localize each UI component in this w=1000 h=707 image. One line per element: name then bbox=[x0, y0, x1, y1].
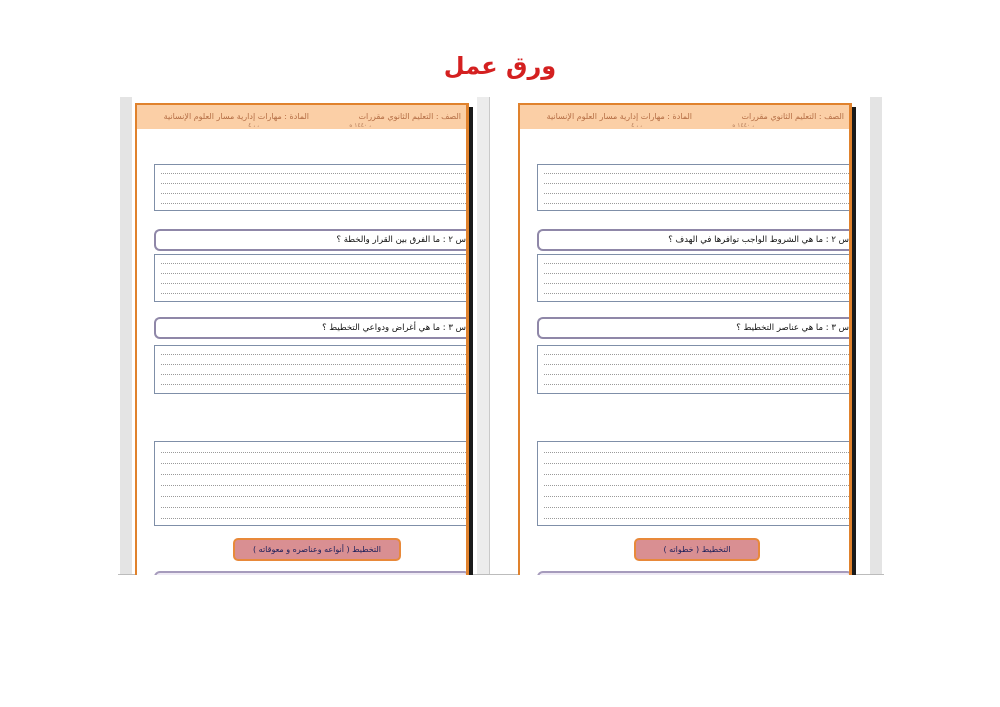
answer-area[interactable] bbox=[537, 254, 852, 302]
next-section-box bbox=[537, 571, 852, 575]
class-label: الصف : التعليم الثانوي مقررات bbox=[741, 112, 844, 121]
question-text: س ٣ : ما هي عناصر التخطيط ؟ bbox=[736, 323, 849, 333]
subject-label: المادة : مهارات إدارية مسار العلوم الإنسانية bbox=[546, 112, 692, 121]
answer-area[interactable] bbox=[537, 345, 852, 394]
page-header bbox=[137, 105, 469, 129]
question-3 bbox=[154, 317, 469, 339]
header-date: ، ١٤٤٠ ه bbox=[349, 122, 371, 129]
question-2 bbox=[537, 229, 852, 251]
answer-area[interactable] bbox=[537, 441, 852, 526]
header-marks: ، ، ٤ bbox=[248, 122, 259, 129]
worksheet-page-left bbox=[135, 103, 469, 575]
viewer-gutter-left bbox=[120, 97, 132, 575]
answer-area[interactable] bbox=[154, 441, 469, 526]
class-label: الصف : التعليم الثانوي مقررات bbox=[358, 112, 461, 121]
page-shadow bbox=[469, 107, 473, 575]
answer-area[interactable] bbox=[154, 254, 469, 302]
question-text: س ٢ : ما الفرق بين القرار والخطة ؟ bbox=[336, 235, 466, 245]
topic-button[interactable]: التخطيط ( خطواته ) bbox=[634, 538, 760, 561]
page-shadow bbox=[852, 107, 856, 575]
gutter-divider bbox=[489, 97, 490, 575]
page-header bbox=[520, 105, 852, 129]
header-marks: ، ، ٤ bbox=[631, 122, 642, 129]
worksheet-page-right bbox=[518, 103, 852, 575]
question-text: س ٢ : ما هي الشروط الواجب توافرها في الهدف ؟ bbox=[668, 235, 849, 245]
question-2 bbox=[154, 229, 469, 251]
subject-label: المادة : مهارات إدارية مسار العلوم الإنسانية bbox=[163, 112, 309, 121]
answer-area[interactable] bbox=[537, 164, 852, 211]
question-text: س ٣ : ما هي أغراض ودواعي التخطيط ؟ bbox=[322, 323, 466, 333]
answer-area[interactable] bbox=[154, 345, 469, 394]
next-section-box bbox=[154, 571, 469, 575]
worksheet-title: ورق عمل bbox=[443, 52, 557, 80]
topic-button[interactable]: التخطيط ( أنواعه وعناصره و معوقاته ) bbox=[233, 538, 401, 561]
question-3 bbox=[537, 317, 852, 339]
viewer-gutter-right bbox=[870, 97, 882, 575]
header-date: ، ١٤٤٠ ه bbox=[732, 122, 754, 129]
answer-area[interactable] bbox=[154, 164, 469, 211]
